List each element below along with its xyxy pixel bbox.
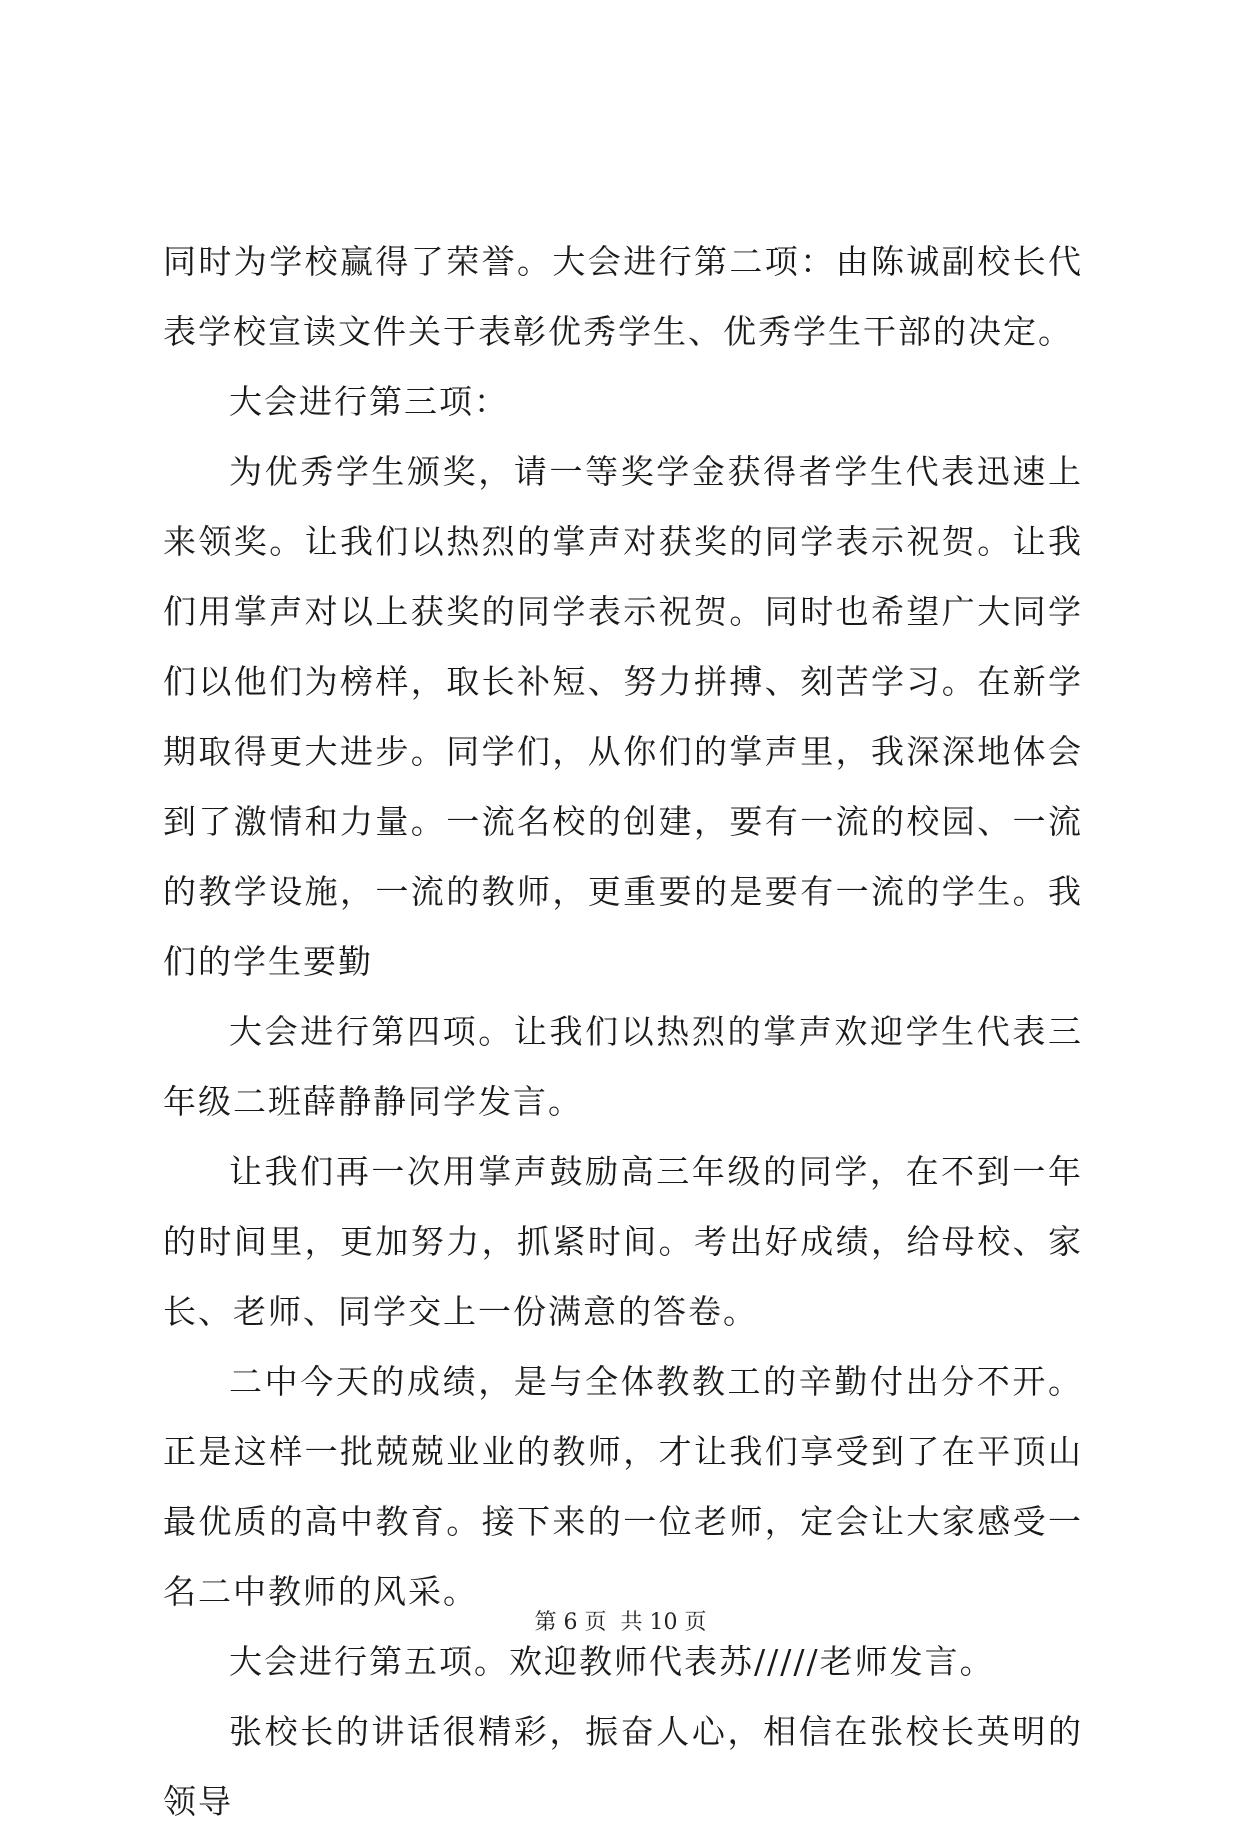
paragraph-item-five: 大会进行第五项。欢迎教师代表苏/////老师发言。 bbox=[229, 1642, 995, 1681]
paragraph-awards: 为优秀学生颁奖，请一等奖学金获得者学生代表迅速上来领奖。让我们以热烈的掌声对获奖的同学表示祝贺。让我们用掌声对以上获奖的同学表示祝贺。同时也希望广大同学们以他们为榜样，取长补短、努力拼搏、刻苦学习。在新学期取得更大进步。同学们，从你们的掌声里，我深深地体会到了激情和力量。一流名校的创建，要有一流的校园、一流的教学设施，一流的教师，更重要的是要有一流的学生。我们的学生要勤 bbox=[163, 452, 1083, 981]
paragraph-item-four: 大会进行第四项。让我们以热烈的掌声欢迎学生代表三年级二班薛静静同学发言。 bbox=[163, 1012, 1083, 1121]
body-text bbox=[163, 227, 1083, 1837]
paragraph-encourage-seniors: 让我们再一次用掌声鼓励高三年级的同学，在不到一年的时间里，更加努力，抓紧时间。考出好成绩，给母校、家长、老师、同学交上一份满意的答卷。 bbox=[163, 1152, 1083, 1331]
page-footer bbox=[0, 1608, 1241, 1638]
paragraph-item-three-heading: 大会进行第三项： bbox=[229, 382, 509, 421]
paragraph-continued: 同时为学校赢得了荣誉。大会进行第二项：由陈诚副校长代表学校宣读文件关于表彰优秀学生、优秀学生干部的决定。 bbox=[163, 242, 1083, 351]
page-number-label: 第 6 页 共 10 页 bbox=[534, 1610, 707, 1635]
paragraph-principal-speech: 张校长的讲话很精彩，振奋人心，相信在张校长英明的领导 bbox=[163, 1712, 1083, 1821]
paragraph-teachers: 二中今天的成绩，是与全体教教工的辛勤付出分不开。正是这样一批兢兢业业的教师，才让我们享受到了在平顶山最优质的高中教育。接下来的一位老师，定会让大家感受一名二中教师的风采。 bbox=[163, 1362, 1083, 1611]
